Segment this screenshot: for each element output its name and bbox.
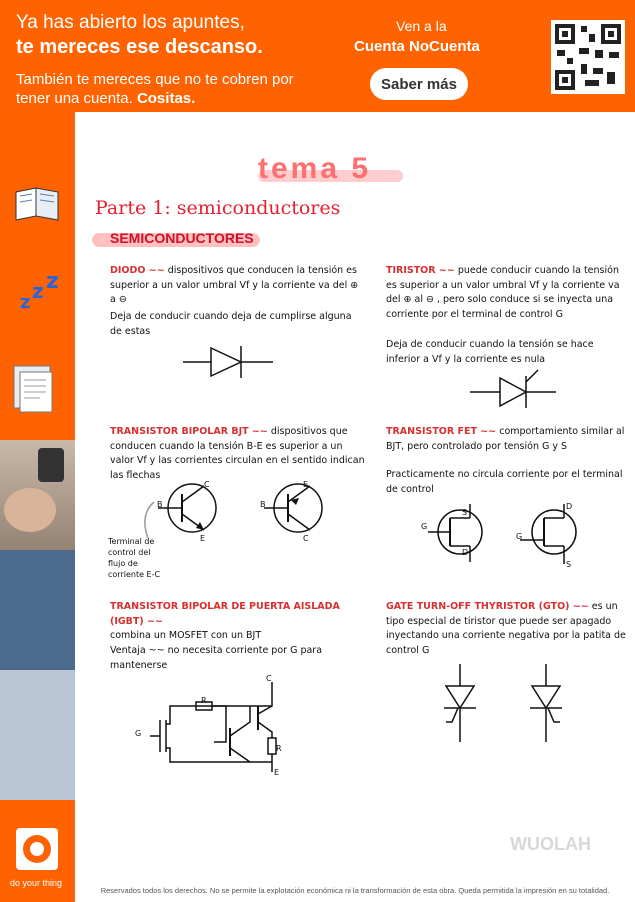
fet-s-label-1: S: [462, 508, 468, 517]
page-title: tema 5: [258, 152, 372, 185]
qr-code[interactable]: [551, 20, 625, 94]
gto-label: GATE TURN-OFF THYRISTOR (GTO) ~~: [386, 601, 589, 612]
person-photo: [0, 440, 75, 800]
fet-g-label-2: G: [516, 532, 523, 541]
bjt-b-label-1: B: [157, 500, 163, 509]
fet-n-symbol: [420, 504, 490, 564]
diode-symbol: [183, 342, 283, 382]
fet-block: [386, 425, 626, 454]
tiristor-text-2: Deja de conducir cuando la tensión se hace inferior a Vf y la corriente es nula: [386, 339, 594, 365]
gto-text: es un tipo especial de tiristor que puede ser apagado inyectando una corriente negativa por la patita de control G: [386, 601, 626, 656]
sidebar-icons: [0, 112, 75, 442]
igbt-r-label-1: R: [201, 696, 207, 705]
fet-text-2: Practicamente no circula corriente por el terminal de control: [386, 469, 623, 495]
bjt-note-arrow: [140, 500, 160, 540]
diodo-label: DIODO ~~: [110, 265, 165, 276]
notes-icon: [14, 366, 52, 412]
igbt-text: combina un MOSFET con un BJT: [110, 630, 262, 641]
diodo-text: dispositivos que conducen la tensión es superior a un valor umbral Vf y la corriente va del ⊕ a ⊖: [110, 265, 359, 305]
ad-banner[interactable]: [0, 0, 635, 112]
fet-d-label-2: D: [566, 502, 573, 511]
section-heading: SEMICONDUCTORES: [110, 230, 254, 246]
diodo-block: [110, 264, 365, 308]
gto-symbol-1: [440, 664, 480, 744]
banner-line-3: [16, 70, 316, 108]
bjt-b-label-2: B: [260, 500, 266, 509]
footer-notice: Reservados todos los derechos. No se permite la explotación económica ni la transformación de esta obra. Queda permitida la impresión en su totalidad.: [100, 886, 610, 895]
fet-text: comportamiento similar al BJT, pero controlado por tensión G y S: [386, 426, 625, 452]
banner-line-3a: También te mereces que no te cobren: [16, 71, 268, 88]
igbt-label: TRANSISTOR BIPOLAR DE PUERTA AISLADA (IGBT) ~~: [110, 601, 340, 627]
igbt-e-label: E: [274, 768, 280, 777]
bjt-c-label-1: C: [204, 480, 210, 489]
part-heading: Parte 1: semiconductores: [95, 197, 341, 219]
ing-logo[interactable]: [0, 812, 75, 902]
bjt-text: dispositivos que conducen cuando la tensión B-E es superior a un valor Vf y las corrientes circulan en el sentido indican las flechas: [110, 426, 365, 481]
svg-text:z: z: [32, 279, 44, 303]
tiristor-label: TIRISTOR ~~: [386, 265, 455, 276]
fet-p-symbol: [518, 500, 588, 570]
book-icon: [16, 188, 58, 220]
fet-s-label-2: S: [566, 560, 572, 569]
bjt-note: Terminal de control del flujo de corriente E-C: [108, 537, 161, 579]
diodo-text-2: Deja de conducir cuando deja de cumplirse alguna de estas: [110, 311, 352, 337]
fet-g-label-1: G: [421, 522, 428, 531]
tiristor-text: puede conducir cuando la tensión es superior a un valor umbral Vf y la corriente va del ⊕ al ⊖ , pero solo conduce si se inyecta una corriente por el terminal de control G: [386, 265, 620, 320]
bjt-e-label-1: E: [200, 534, 206, 543]
igbt-text-2: Ventaja ~~ no necesita corriente por G para mantenerse: [110, 645, 323, 671]
saber-mas-button[interactable]: Saber más: [370, 68, 468, 100]
gto-block: [386, 600, 626, 658]
svg-text:z: z: [46, 269, 59, 294]
banner-cta-title: Cuenta NoCuenta: [354, 38, 480, 55]
banner-line-2: te mereces ese descanso.: [16, 36, 263, 58]
bjt-pnp-symbol: [258, 476, 338, 540]
igbt-r-label-2: R: [276, 744, 282, 753]
qr-code-graphic: [551, 20, 625, 94]
bjt-c-label-2: C: [303, 534, 309, 543]
person-photo-graphic: [0, 440, 75, 800]
sleep-zzz-icon: [20, 269, 59, 313]
igbt-c-label: C: [266, 674, 272, 683]
igbt-block: [110, 600, 368, 644]
fet-d-label-1: D: [462, 548, 469, 557]
igbt-g-label: G: [135, 729, 142, 738]
lion-logo-graphic: [16, 828, 58, 870]
banner-line-3b: por tener una cuenta.: [16, 71, 294, 107]
bjt-e-label-2: E: [303, 480, 309, 489]
bjt-block: [110, 425, 368, 483]
bjt-npn-symbol: [152, 476, 232, 540]
svg-text:z: z: [20, 292, 31, 313]
banner-cta-top: Ven a la: [396, 18, 447, 34]
igbt-circuit: [140, 676, 300, 776]
thyristor-symbol: [470, 368, 560, 414]
wuolah-watermark: WUOLAH: [510, 834, 591, 854]
tiristor-block: [386, 264, 626, 322]
gto-symbol-2: [526, 664, 566, 744]
bjt-label: TRANSISTOR BIPOLAR BJT ~~: [110, 426, 268, 437]
banner-line-3c: Cositas.: [136, 90, 196, 107]
banner-line-1: Ya has abierto los apuntes,: [16, 12, 245, 33]
logo-tagline: do your thing: [10, 878, 63, 888]
lion-logo-icon: [16, 828, 58, 870]
fet-label: TRANSISTOR FET ~~: [386, 426, 497, 437]
